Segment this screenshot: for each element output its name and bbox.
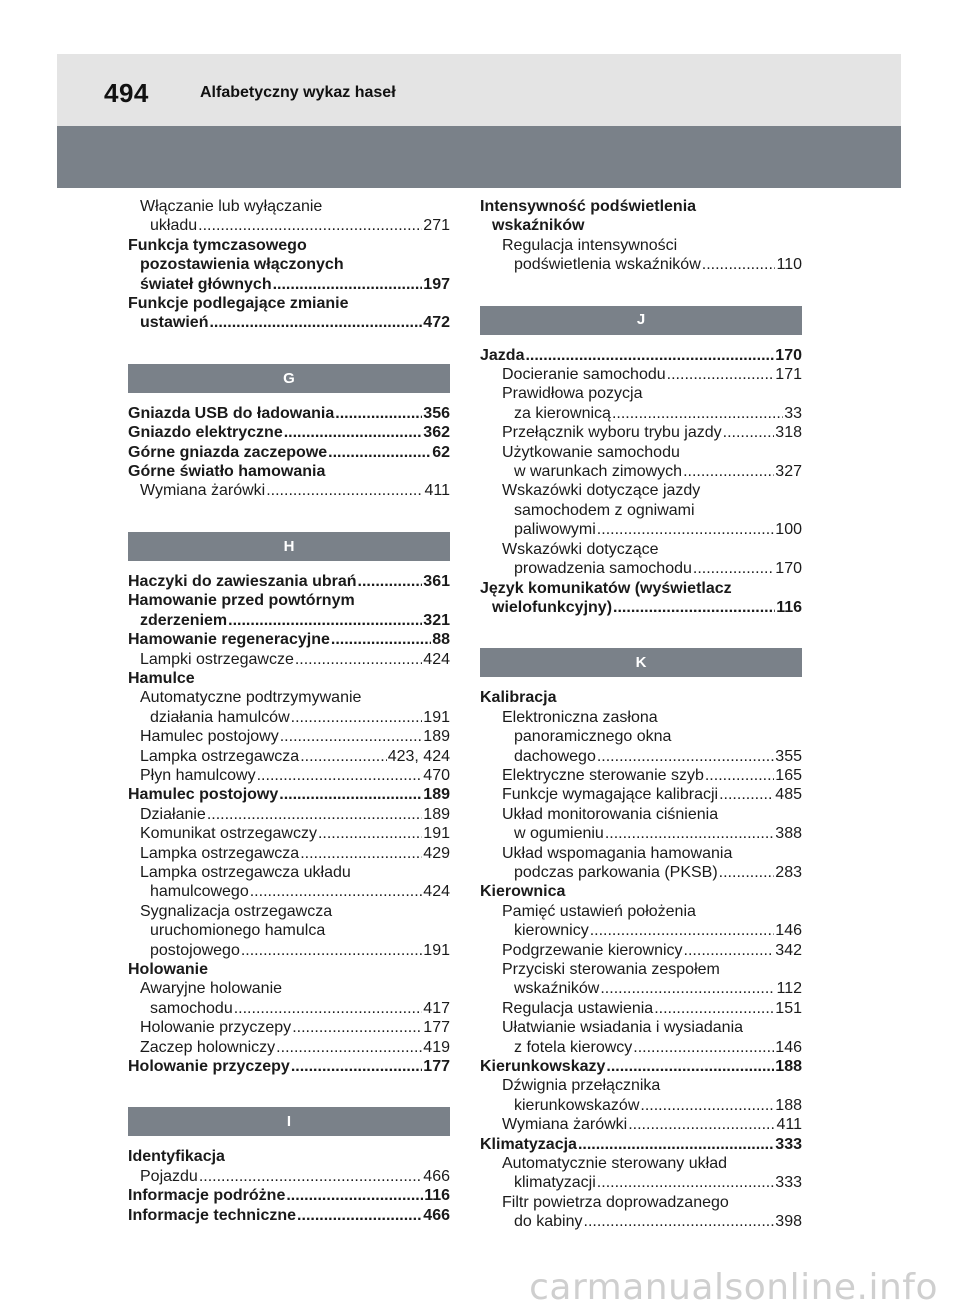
index-entry	[128, 1206, 450, 1225]
index-entry-page: 470	[423, 766, 450, 784]
index-entry-page: 197	[423, 275, 450, 293]
index-entry-text: Wskazówki dotyczące	[502, 540, 659, 558]
index-entry	[480, 863, 802, 882]
index-entry-label: klimatyzacji	[514, 1174, 596, 1192]
index-entry-label: układu	[150, 217, 198, 235]
index-entry-text: Regulacja intensywności	[502, 236, 678, 254]
dot-leader	[605, 824, 774, 843]
index-entry-label: Funkcje wymagające kalibracji	[502, 786, 719, 804]
index-entry-text: Sygnalizacja ostrzegawcza	[140, 902, 333, 920]
index-entry	[480, 1115, 802, 1134]
dot-leader	[300, 844, 422, 863]
index-entry	[128, 727, 450, 746]
index-entry-label: do kabiny	[514, 1213, 583, 1231]
index-entry	[128, 630, 450, 649]
index-entry-label: dachowego	[514, 747, 596, 765]
index-entry-label: w ogumieniu	[514, 825, 604, 843]
index-entry	[480, 255, 802, 274]
index-entry-page: 171	[775, 366, 802, 384]
dot-leader	[199, 1167, 422, 1186]
dot-leader	[597, 747, 774, 766]
index-entry	[480, 1173, 802, 1192]
dot-leader	[640, 1096, 774, 1115]
index-entry-page: 419	[423, 1038, 450, 1056]
index-entry	[480, 979, 802, 998]
index-entry-label: wielofunkcyjny)	[492, 598, 613, 616]
index-entry-label: Podgrzewanie kierownicy	[502, 941, 683, 959]
index-entry-page: 472	[423, 314, 450, 332]
index-entry-label: ustawień	[140, 314, 209, 332]
index-entry-page: 165	[775, 766, 802, 784]
dot-leader	[667, 365, 775, 384]
index-entry-text: Funkcje podlegające zmianie	[128, 295, 349, 313]
index-entry-page: 33	[784, 404, 802, 422]
index-column-left	[128, 197, 450, 1225]
index-entry-label: Wymiana żarówki	[502, 1116, 628, 1134]
index-entry	[480, 598, 802, 617]
index-entry-page: 342	[775, 941, 802, 959]
index-entry-page: 170	[775, 346, 802, 364]
index-entry-label: Zaczep holowniczy	[140, 1038, 276, 1056]
index-entry-label: Lampka ostrzegawcza	[140, 747, 300, 765]
watermark: carmanualsonline.info	[529, 1267, 938, 1308]
index-entry-text: Elektroniczna zasłona	[502, 708, 658, 726]
index-entry-text: pozostawienia włączonych	[140, 256, 344, 274]
index-entry-label: Lampki ostrzegawcze	[140, 650, 294, 668]
index-entry	[128, 313, 450, 332]
dot-leader	[597, 520, 775, 539]
index-entry	[128, 844, 450, 863]
index-entry-text: uruchomionego hamulca	[150, 922, 326, 940]
index-entry-page: 388	[775, 825, 802, 843]
index-entry-text: samochodem z ogniwami	[514, 501, 695, 519]
page-header	[57, 54, 901, 126]
index-entry-label: podczas parkowania (PKSB)	[514, 863, 718, 881]
index-entry-page: 191	[423, 825, 450, 843]
dot-leader	[597, 1173, 775, 1192]
dot-leader	[578, 1135, 774, 1154]
index-entry-page: 361	[423, 572, 450, 590]
dot-leader	[273, 275, 423, 294]
dot-leader	[525, 346, 774, 365]
index-entry	[480, 1038, 802, 1057]
dot-leader	[702, 255, 776, 274]
index-entry-page: 170	[775, 560, 802, 578]
index-entry	[128, 785, 450, 804]
index-entry-page: 100	[775, 521, 802, 539]
index-entry-text: Automatyczne podtrzymywanie	[140, 689, 362, 707]
dot-leader	[291, 708, 423, 727]
dot-leader	[590, 921, 775, 940]
index-entry	[128, 443, 450, 462]
index-entry-label: Górne gniazda zaczepowe	[128, 443, 328, 461]
index-entry-label: zderzeniem	[140, 611, 228, 629]
index-entry-page: 466	[423, 1206, 450, 1224]
dot-leader	[280, 727, 423, 746]
index-entry-page: 411	[776, 1116, 802, 1134]
index-entry	[128, 747, 450, 766]
index-entry-page: 88	[432, 631, 450, 649]
index-entry	[128, 824, 450, 843]
index-entry	[480, 346, 802, 365]
index-entry	[128, 1018, 450, 1037]
index-entry-page: 429	[423, 844, 450, 862]
index-entry-label: Wymiana żarówki	[140, 482, 266, 500]
index-entry-label: świateł głównych	[140, 275, 272, 293]
index-entry	[128, 1057, 450, 1076]
dot-leader	[228, 611, 422, 630]
index-entry-text: Włączanie lub wyłączanie	[140, 198, 323, 215]
index-entry-label: hamulcowego	[150, 883, 249, 901]
dot-leader	[291, 1057, 422, 1076]
index-entry-page: 146	[775, 922, 802, 940]
index-entry-label: Lampka ostrzegawcza	[140, 844, 300, 862]
index-entry	[480, 785, 802, 804]
section-letter-header: K	[480, 648, 802, 677]
index-entry-page: 189	[423, 805, 450, 823]
dot-leader	[628, 1115, 775, 1134]
index-entry-label: Hamulec postojowy	[140, 728, 279, 746]
section-letter-header: I	[128, 1107, 450, 1136]
dot-leader	[257, 766, 423, 785]
index-entry-label: Przełącznik wyboru trybu jazdy	[502, 424, 722, 442]
index-entry-page: 466	[423, 1167, 450, 1185]
index-entry	[128, 650, 450, 669]
index-entry-label: Holowanie przyczepy	[128, 1058, 290, 1076]
dot-leader	[723, 423, 775, 442]
index-entry	[128, 611, 450, 630]
index-entry-page: 333	[775, 1174, 802, 1192]
index-entry-page: 191	[423, 941, 450, 959]
index-entry-label: Komunikat ostrzegawczy	[140, 825, 317, 843]
index-entry-text: Użytkowanie samochodu	[502, 443, 680, 461]
index-entry	[128, 423, 450, 442]
index-entry-text: Wskazówki dotyczące jazdy	[502, 482, 701, 500]
index-entry-text: Przyciski sterowania zespołem	[502, 961, 720, 978]
dot-leader	[295, 650, 422, 669]
page-number: 494	[104, 78, 149, 108]
dot-leader	[207, 805, 422, 824]
index-entry	[480, 921, 802, 940]
index-entry	[128, 1167, 450, 1186]
index-entry	[480, 941, 802, 960]
index-entry-page: 356	[423, 404, 450, 422]
index-entry-page: 283	[775, 863, 802, 881]
index-entry-text: Ułatwianie wsiadania i wysiadania	[502, 1019, 744, 1037]
index-entry-page: 417	[423, 999, 450, 1017]
index-entry-page: 321	[423, 611, 450, 629]
index-entry-page: 318	[775, 424, 802, 442]
index-entry	[480, 1057, 802, 1076]
section-letter-header: H	[128, 532, 450, 561]
index-entry	[128, 404, 450, 423]
index-entry	[128, 805, 450, 824]
dot-leader	[719, 863, 775, 882]
index-entry-label: Płyn hamulcowy	[140, 766, 256, 784]
dot-leader	[318, 824, 422, 843]
dot-leader	[328, 443, 431, 462]
index-entry-text: Lampka ostrzegawcza układu	[140, 863, 351, 881]
index-entry	[480, 1212, 802, 1231]
index-entry	[480, 365, 802, 384]
index-entry-label: za kierownicą	[514, 404, 611, 422]
index-entry-page: 116	[776, 598, 802, 616]
index-entry-text: Hamowanie przed powtórnym	[128, 592, 355, 610]
index-entry-page: 189	[423, 728, 450, 746]
index-entry-text: panoramicznego okna	[514, 728, 672, 746]
dot-leader	[292, 1018, 422, 1037]
header-band	[57, 126, 901, 188]
index-entry-label: w warunkach zimowych	[514, 463, 683, 481]
dot-leader	[633, 1038, 774, 1057]
section-letter-header: G	[128, 364, 450, 393]
dot-leader	[234, 999, 423, 1018]
index-entry	[128, 766, 450, 785]
dot-leader	[654, 999, 774, 1018]
index-entry-text: Prawidłowa pozycja	[502, 385, 643, 403]
index-entry-page: 191	[423, 708, 450, 726]
index-entry-text: Holowanie	[128, 961, 209, 978]
page-title: Alfabetyczny wykaz haseł	[200, 84, 396, 101]
index-column-right	[480, 197, 802, 1232]
index-entry-page: 271	[423, 217, 450, 235]
dot-leader	[286, 1186, 423, 1205]
index-entry-text: Kalibracja	[480, 689, 557, 707]
index-entry-page: 485	[775, 786, 802, 804]
index-entry-page: 355	[775, 747, 802, 765]
index-entry	[480, 999, 802, 1018]
dot-leader	[266, 481, 423, 500]
index-entry-text: Identyfikacja	[128, 1148, 225, 1166]
index-entry-label: Hamulec postojowy	[128, 786, 279, 804]
index-entry-page: 188	[775, 1096, 802, 1114]
dot-leader	[279, 785, 422, 804]
index-entry-text: Funkcja tymczasowego	[128, 236, 307, 254]
index-entry-label: Pojazdu	[140, 1167, 198, 1185]
index-entry-page: 327	[775, 463, 802, 481]
index-entry-text: Dźwignia przełącznika	[502, 1077, 661, 1095]
index-entry-label: Docieranie samochodu	[502, 366, 666, 384]
index-entry-label: Działanie	[140, 805, 206, 823]
index-entry	[128, 1038, 450, 1057]
index-entry-text: Hamulce	[128, 669, 195, 687]
index-entry-text: wskaźników	[492, 217, 585, 235]
index-entry-label: wskaźników	[514, 980, 600, 998]
dot-leader	[606, 1057, 774, 1076]
index-entry	[480, 747, 802, 766]
dot-leader	[331, 630, 431, 649]
index-entry-page: 188	[775, 1058, 802, 1076]
index-entry-label: samochodu	[150, 999, 233, 1017]
dot-leader	[276, 1038, 422, 1057]
index-entry-text: Pamięć ustawień położenia	[502, 902, 696, 920]
dot-leader	[241, 941, 422, 960]
dot-leader	[358, 572, 423, 591]
index-entry-label: Haczyki do zawieszania ubrań	[128, 572, 357, 590]
index-entry-page: 333	[775, 1135, 802, 1153]
dot-leader	[612, 404, 783, 423]
index-entry	[128, 216, 450, 235]
index-entry-label: działania hamulców	[150, 708, 290, 726]
dot-leader	[335, 404, 422, 423]
index-entry-page: 189	[423, 786, 450, 804]
index-entry	[480, 462, 802, 481]
index-entry-page: 146	[775, 1038, 802, 1056]
dot-leader	[297, 1206, 422, 1225]
index-entry	[480, 559, 802, 578]
dot-leader	[613, 598, 775, 617]
index-entry-label: Gniazdo elektryczne	[128, 424, 283, 442]
index-entry	[128, 941, 450, 960]
index-entry-page: 151	[775, 999, 802, 1017]
dot-leader	[198, 216, 422, 235]
index-entry	[128, 882, 450, 901]
index-entry-label: Kierunkowskazy	[480, 1058, 606, 1076]
index-entry	[128, 999, 450, 1018]
index-entry-page: 398	[775, 1213, 802, 1231]
index-entry-text: Język komunikatów (wyświetlacz	[480, 579, 732, 597]
index-entry-page: 177	[423, 1058, 450, 1076]
index-entry-page: 112	[776, 980, 802, 998]
index-entry	[480, 766, 802, 785]
index-entry-page: 177	[423, 1019, 450, 1037]
index-entry	[480, 1096, 802, 1115]
index-entry	[480, 824, 802, 843]
index-entry-label: postojowego	[150, 941, 240, 959]
index-entry-text: Awaryjne holowanie	[140, 980, 283, 998]
index-entry-label: Jazda	[480, 346, 525, 364]
dot-leader	[284, 423, 423, 442]
dot-leader	[719, 785, 774, 804]
dot-leader	[693, 559, 774, 578]
index-entry-page: 423, 424	[387, 747, 450, 765]
index-entry-text: Układ monitorowania ciśnienia	[502, 805, 719, 823]
index-entry-page: 424	[423, 650, 450, 668]
section-letter-header: J	[480, 306, 802, 335]
index-entry-label: kierunkowskazów	[514, 1096, 640, 1114]
index-entry-label: prowadzenia samochodu	[514, 560, 692, 578]
index-entry	[128, 1186, 450, 1205]
dot-leader	[684, 941, 775, 960]
index-entry-label: z fotela kierowcy	[514, 1038, 633, 1056]
index-entry	[128, 275, 450, 294]
index-entry-label: Gniazda USB do ładowania	[128, 404, 335, 422]
index-entry	[480, 520, 802, 539]
index-entry-label: kierownicy	[514, 922, 589, 940]
index-entry-label: Hamowanie regeneracyjne	[128, 631, 330, 649]
index-entry-text: Układ wspomagania hamowania	[502, 844, 733, 862]
index-entry-text: Filtr powietrza doprowadzanego	[502, 1193, 729, 1211]
dot-leader	[250, 882, 423, 901]
index-entry	[480, 404, 802, 423]
index-entry	[480, 423, 802, 442]
index-entry-label: Elektryczne sterowanie szyb	[502, 766, 704, 784]
index-entry-label: Informacje techniczne	[128, 1206, 297, 1224]
index-entry	[128, 481, 450, 500]
index-entry-label: Holowanie przyczepy	[140, 1019, 292, 1037]
index-entry	[128, 572, 450, 591]
index-entry-page: 411	[424, 482, 450, 500]
index-entry-label: Informacje podróżne	[128, 1187, 286, 1205]
dot-leader	[600, 979, 775, 998]
dot-leader	[300, 747, 387, 766]
index-entry-text: Górne światło hamowania	[128, 463, 326, 481]
index-entry-label: Klimatyzacja	[480, 1135, 577, 1153]
index-entry-label: Regulacja ustawienia	[502, 999, 654, 1017]
dot-leader	[584, 1212, 775, 1231]
dot-leader	[683, 462, 774, 481]
index-entry-page: 116	[424, 1187, 450, 1205]
index-entry-label: podświetlenia wskaźników	[514, 256, 701, 274]
index-entry-page: 62	[432, 443, 450, 461]
index-entry-text: Intensywność podświetlenia	[480, 198, 697, 215]
index-entry	[128, 708, 450, 727]
index-entry-page: 362	[423, 424, 450, 442]
index-entry-page: 110	[776, 256, 802, 274]
index-entry-text: Automatycznie sterowany układ	[502, 1155, 727, 1173]
index-entry	[480, 1135, 802, 1154]
dot-leader	[209, 313, 422, 332]
index-entry-text: Kierownica	[480, 883, 566, 901]
index-entry-page: 424	[423, 883, 450, 901]
dot-leader	[705, 766, 774, 785]
index-entry-label: paliwowymi	[514, 521, 596, 539]
